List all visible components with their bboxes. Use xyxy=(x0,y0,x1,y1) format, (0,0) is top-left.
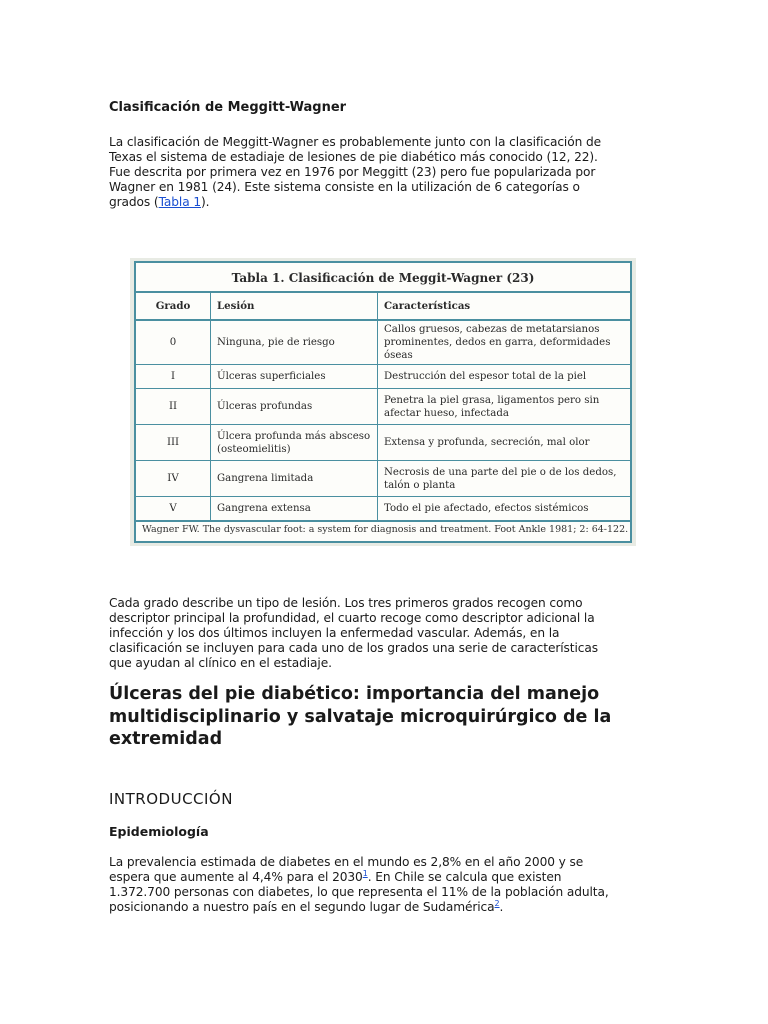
cell-grado: IV xyxy=(136,461,211,497)
cell-lesion: Ninguna, pie de riesgo xyxy=(211,320,378,365)
paragraph-text-end: . xyxy=(499,900,504,914)
grades-paragraph: Cada grado describe un tipo de lesión. Los tres primeros grados recogen como descriptor principal la profundidad, el cuarto recoge como descriptor adicional la infección y los dos últimos incluyen la enfermedad vascular. Además, en la clasificación se incluyen para cada uno de los grados una serie de características que ayudan al clínico en el estadiaje. xyxy=(109,596,598,670)
section-title: Clasificación de Meggitt-Wagner xyxy=(109,100,347,115)
intro-paragraph xyxy=(109,135,654,210)
cell-caracteristicas: Callos gruesos, cabezas de metatarsianos prominentes, dedos en garra, deformidades óseas xyxy=(378,320,631,365)
cell-caracteristicas: Extensa y profunda, secreción, mal olor xyxy=(378,425,631,461)
classification-table xyxy=(136,291,630,522)
paragraph-text: . En Chile se calcula que existen 1.372.700 personas con diabetes, lo que representa el 11% de la población adulta, posicionando a nuestro país en el segundo lugar de Sudamérica xyxy=(109,870,609,914)
paragraph-text: La prevalencia estimada de diabetes en el mundo es 2,8% en el año 2000 y se espera que aumente al 4,4% para el 2030 xyxy=(109,855,584,884)
table-row xyxy=(136,389,630,425)
epidemiology-paragraph xyxy=(109,855,654,915)
table-row xyxy=(136,425,630,461)
table-source: Wagner FW. The dysvascular foot: a system for diagnosis and treatment. Foot Ankle 1981; 2: 64-122. xyxy=(142,524,629,535)
cell-caracteristicas: Necrosis de una parte del pie o de los dedos, talón o planta xyxy=(378,461,631,497)
cell-grado: V xyxy=(136,497,211,522)
table-row xyxy=(136,320,630,365)
epidemiology-heading: Epidemiología xyxy=(109,824,209,839)
table-row xyxy=(136,365,630,389)
cell-lesion: Úlceras profundas xyxy=(211,389,378,425)
header-lesion: Lesión xyxy=(211,292,378,320)
table-row xyxy=(136,497,630,522)
paragraph-text: La clasificación de Meggitt-Wagner es probablemente junto con la clasificación de Texas el sistema de estadiaje de lesiones de pie diabético más conocido (12, 22). Fue descrita por primera vez en 1976 por Meggitt (23) pero fue popularizada por Wagner en 1981 (24). Este sistema consiste en la utilización de 6 categorías o grados ( xyxy=(109,135,602,209)
cell-grado: I xyxy=(136,365,211,389)
table-caption: Tabla 1. Clasificación de Meggit-Wagner (23) xyxy=(231,271,535,285)
cell-grado: II xyxy=(136,389,211,425)
cell-lesion: Gangrena extensa xyxy=(211,497,378,522)
header-caracteristicas: Características xyxy=(378,292,631,320)
header-grado: Grado xyxy=(136,292,211,320)
footnote-link-2[interactable]: 2 xyxy=(494,898,500,908)
article-title: Úlceras del pie diabético: importancia del manejo multidisciplinario y salvataje microquirúrgico de la extremidad xyxy=(109,684,612,749)
cell-grado: 0 xyxy=(136,320,211,365)
cell-caracteristicas: Destrucción del espesor total de la piel xyxy=(378,365,631,389)
cell-lesion: Gangrena limitada xyxy=(211,461,378,497)
table-image xyxy=(130,258,636,546)
cell-caracteristicas: Todo el pie afectado, efectos sistémicos xyxy=(378,497,631,522)
intro-heading: INTRODUCCIÓN xyxy=(109,790,233,808)
table-header-row xyxy=(136,292,630,320)
cell-lesion: Úlcera profunda más absceso (osteomielitis) xyxy=(211,425,378,461)
cell-caracteristicas: Penetra la piel grasa, ligamentos pero sin afectar hueso, infectada xyxy=(378,389,631,425)
cell-lesion: Úlceras superficiales xyxy=(211,365,378,389)
table-row xyxy=(136,461,630,497)
footnote-link-1[interactable]: 1 xyxy=(362,868,368,878)
table-box xyxy=(134,261,632,543)
table-link[interactable]: Tabla 1 xyxy=(158,195,202,209)
cell-grado: III xyxy=(136,425,211,461)
paragraph-text-end: ). xyxy=(201,195,210,209)
